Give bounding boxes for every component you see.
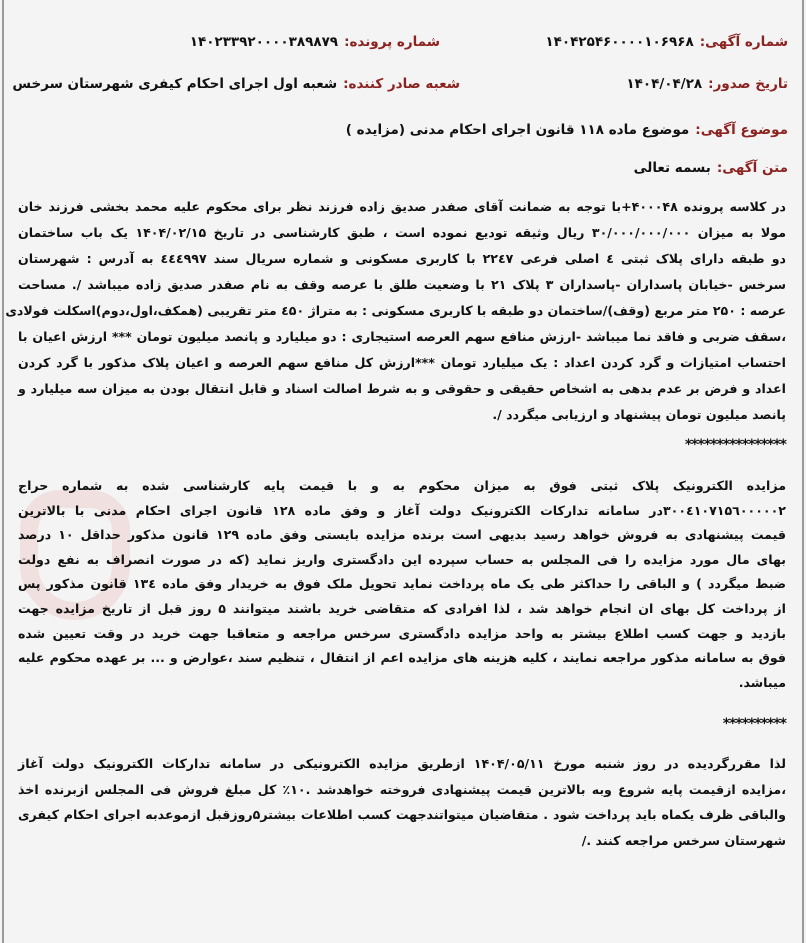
text-line: دو طبقه دارای پلاک ثبتی ٤ اصلی فرعی ۲۲٤۷ با کاربری مسکونی و شماره سریال سند ٤٤٤۹۹۷ به آدرس : شهرستان: [18, 251, 786, 266]
notice-number: ۱۴۰۴۲۵۴۶۰۰۰۰۱۰۶۹۶۸: [545, 34, 694, 50]
text-line: بازدید و جهت کسب اطلاع بیشتر به واحد مزایده دادگستری سرخس مراجعه و متعاقبا جهت خرید در وقت تعیین شده: [18, 625, 786, 641]
text-line: از پرداخت کل بهای ان انجام خواهد شد ، لذا افرادی که متقاضی خرید باشند میتوانند ۵ روز قبل از تاریخ مزایده جهت: [18, 600, 786, 616]
paragraph-auction-date: [18, 751, 786, 853]
paragraph-property-description: [5, 194, 787, 428]
case-number-row: [190, 34, 440, 50]
text-line: ضبط میگردد ) و الباقی را حداکثر طی یک ماه پرداخت نماید تحویل ملک فوق به خریدار وفق ماده ۱۳٤ قانون مذکور پس: [18, 576, 787, 592]
subject: موضوع ماده ۱۱۸ قانون اجرای احکام مدنی (مزایده ): [345, 122, 690, 138]
issue-date: ۱۴۰۴/۰۴/۲۸: [626, 76, 703, 92]
case-number: ۱۴۰۲۳۳۹۲۰۰۰۰۳۸۹۸۷۹: [189, 34, 339, 50]
text-line: میباشد.: [738, 674, 786, 690]
body-opening: بسمه تعالی: [633, 160, 711, 176]
issue-date-label: تاریخ صدور:: [708, 76, 788, 92]
text-line: بهای مال مورد مزایده را فی المجلس به حساب سپرده این دادگستری واریز نماید (که در صورت انصراف به نفع دولت: [18, 551, 786, 567]
case-number-label: شماره پرونده:: [344, 34, 440, 50]
text-line: ۳۰۰٤۱۰۷۱۵٦۰۰۰۰۰۲در سامانه تدارکات الکترونیک دولت آغاز و وفق ماده ۱۲۸ قانون اجرای احکام مدنی با بالاترین: [18, 502, 786, 518]
issuer-label: شعبه صادر کننده:: [343, 76, 460, 92]
body-label-row: [634, 160, 788, 176]
text-line: والباقی ظرف یکماه باید پرداخت شود . متقاضیان میتواتندجهت کسب اطلاعات بیشتر۵روزقبل ازموعدبه اجرای احکام کیفری: [18, 807, 787, 823]
notice-number-row: [545, 34, 788, 50]
subject-row: [346, 122, 788, 138]
text-line: مزایده الکترونیک پلاک ثبتی فوق به میزان محکوم به و با قیمت پایه کارشناسی شده به شماره حراج: [18, 478, 786, 493]
paragraph-auction-terms: [18, 474, 786, 695]
separator-stars-1: ****************: [684, 437, 786, 453]
text-line: لذا مقررگردیده در روز شنبه مورخ ۱۴۰۴/۰۵/۱۱ ازطریق مزایده الکترونیکی در سامانه تدارکات الکترونیک دولت آغاز: [18, 756, 787, 771]
issuer: شعبه اول اجرای احکام کیفری شهرستان سرخس: [12, 76, 338, 92]
text-line: عرصه : ۲۵۰ متر مربع (وقف)/ساختمان دو طبقه با کاربری مسکونی : به متراژ ٤۵۰ متر تقریبی (همکف،اول،دوم)اسکلت فولادی: [5, 303, 786, 318]
issuer-row: [12, 76, 460, 92]
separator-stars-2: **********: [722, 716, 786, 732]
text-line: فوق به سامانه مذکور مراجعه نمایند ، کلیه هزینه های مزایده اعم از انتقال ، تنظیم سند ،عوارض و ... بر عهده محکوم علیه: [18, 650, 786, 666]
text-line: شهرستان سرخس مراجعه کنند ./: [581, 832, 786, 848]
text-line: اعداد و فرض بر عدم بدهی به اشخاص حقیقی و حقوقی و به شرط اصالت اسناد و قابل انتقال بودن به میزان سه میلیارد و: [18, 381, 786, 396]
text-line: قیمت پیشنهادی به فروش خواهد رسید بدیهی است برنده مزایده بایستی وفق ماده ۱۲۹ قانون مذکور حداقل ۱۰ درصد: [18, 527, 786, 543]
text-line: سرخس -خیابان پاسداران -پاسداران ۳ پلاک ۲۱ با وضعیت طلق با عرصه وقف به نام صفدر صدیق زاده میباشد /. مساحت: [18, 277, 786, 292]
notice-number-label: شماره آگهی:: [699, 34, 788, 50]
issue-date-row: [626, 76, 788, 92]
text-line: در کلاسه پرونده ۴۰۰۰۴۸+با توجه به ضمانت آقای صفدر صدیق زاده فرزند نظر برای محکوم علیه محمد بخشی فرزند خان: [18, 199, 787, 214]
subject-label: موضوع آگهی:: [695, 122, 788, 138]
text-line: پانصد میلیون تومان پیشنهاد و ارزیابی میگردد /.: [492, 407, 786, 422]
text-line: مولا به میزان ۳۰/۰۰۰/۰۰۰/۰۰۰ ریال وثیقه تودیع نموده است ، طبق کارشناسی در تاریخ ۱۴۰۴/۰۲/۱۵ یک باب ساختمان: [18, 225, 786, 240]
text-line: ،مزایده ازقیمت پایه شروع وبه بالاترین قیمت پیشنهادی فروخته خواهدشد .۱۰٪ کل مبلغ فروش فی المجلس ازبرنده اخذ: [18, 781, 786, 797]
body-label: متن آگهی:: [716, 160, 788, 176]
text-line: ،سقف ضربی و فاقد نما میباشد -ارزش منافع سهم العرصه استیجاری : دو میلیارد و پانصد میلیون تومان *** ارزش اعیان با: [18, 329, 786, 344]
text-line: احتساب امتیازات و گرد کردن اعداد : یک میلیارد تومان ***ارزش کل منافع سهم العرصه و اعیان پلاک مذکور با گرد کردن: [18, 355, 786, 370]
